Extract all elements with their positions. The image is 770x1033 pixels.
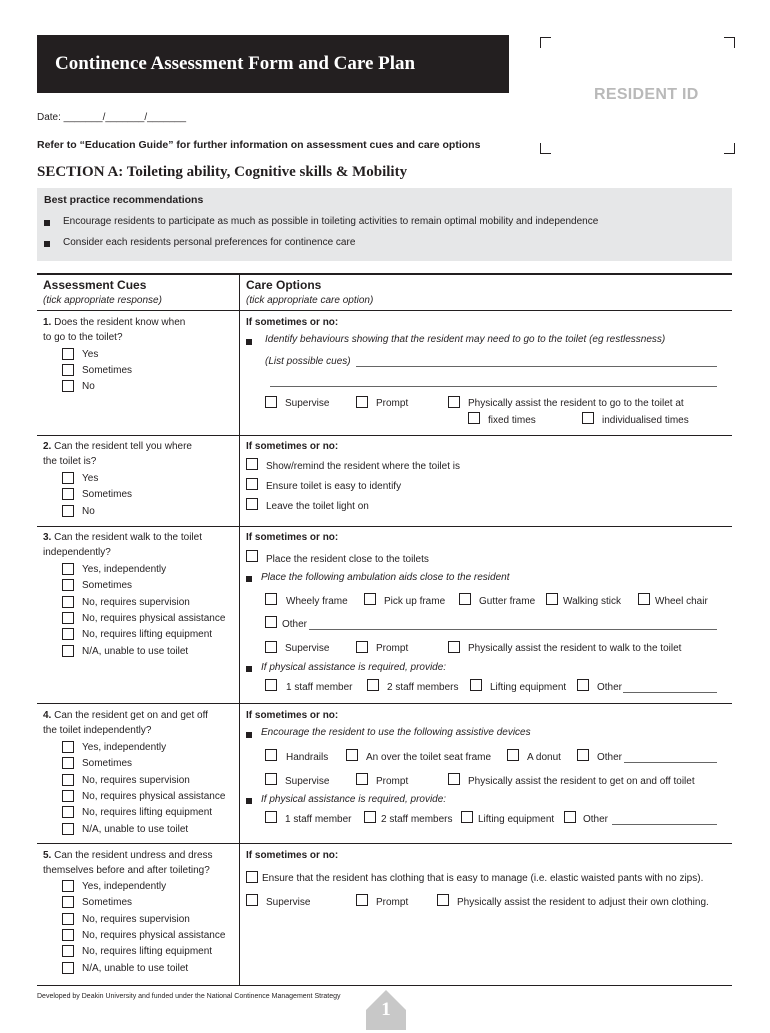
q3-option-checkbox[interactable] [62,579,74,591]
q2-light-checkbox[interactable] [246,498,258,510]
q5-option-checkbox[interactable] [62,962,74,974]
footer-text: Developed by Deakin University and funded under the National Continence Management Strategy [37,993,341,1000]
q4-donut-checkbox[interactable] [507,749,519,761]
question-3-text: 3. Can the resident walk to the toilet [43,532,202,543]
question-5-text: themselves before and after toileting? [43,865,210,876]
q4-supervise-checkbox[interactable] [265,773,277,785]
resident-id-label: RESIDENT ID [594,86,699,103]
q3-ambulation-text: Place the following ambulation aids close to the resident [261,572,510,583]
q4-encourage-text: Encourage the resident to use the following assistive devices [261,727,531,738]
title-banner [37,35,509,93]
q3-aid-checkbox[interactable] [459,593,471,605]
q3-supervise-label: Supervise [285,643,330,654]
q5-supervise-checkbox[interactable] [246,894,258,906]
q3-aid-checkbox[interactable] [638,593,650,605]
q3-aid-checkbox[interactable] [364,593,376,605]
best-practice-box [37,188,732,261]
q4-staff2-label: 2 staff members [381,814,453,825]
q5-option-label: Sometimes [82,897,133,908]
q2-option-label: Sometimes [82,489,133,500]
row-rule [37,435,732,436]
q1-fixed-times-checkbox[interactable] [468,412,480,424]
q1-cues-line[interactable] [356,366,717,367]
date-field[interactable]: Date: _______/_______/_______ [37,112,187,123]
assessment-cues-sub: (tick appropriate response) [43,295,162,306]
q1-list-cues-label: (List possible cues) [265,356,351,367]
q3-option-checkbox[interactable] [62,628,74,640]
q4-prompt-label: Prompt [376,776,409,787]
q5-option-label: N/A, unable to use toilet [82,963,189,974]
q3-option-checkbox[interactable] [62,645,74,657]
q4-other2-checkbox[interactable] [564,811,576,823]
q3-option-label: No, requires physical assistance [82,613,226,624]
q4-donut-label: A donut [527,752,561,763]
q3-aid-label: Pick up frame [384,596,446,607]
bullet-icon [246,666,252,672]
q4-lifting-label: Lifting equipment [478,814,555,825]
q3-other2-checkbox[interactable] [577,679,589,691]
q3-option-checkbox[interactable] [62,563,74,575]
q5-supervise-label: Supervise [266,897,311,908]
bullet-icon [246,576,252,582]
refer-note: Refer to “Education Guide” for further information on assessment cues and care options [37,139,481,151]
q2-easy-checkbox[interactable] [246,478,258,490]
bullet-icon [44,241,50,247]
q3-staff1-checkbox[interactable] [265,679,277,691]
q5-option-label: Yes, independently [82,881,167,892]
q3-other2-label: Other [597,682,623,693]
q1-cues-line[interactable] [270,386,717,387]
q4-other-label: Other [597,752,623,763]
q5-option-label: No, requires supervision [82,914,190,925]
q1-no-checkbox[interactable] [62,380,74,392]
q1-physically-label: Physically assist the resident to go to the toilet at [468,398,684,409]
q4-staff1-checkbox[interactable] [265,811,277,823]
q3-option-label: Yes, independently [82,564,167,575]
bullet-icon [44,220,50,226]
q4-staff2-checkbox[interactable] [364,811,376,823]
id-box-corner [724,37,735,48]
q4-other2-line[interactable] [612,824,717,825]
q3-aid-label: Wheel chair [655,596,708,607]
q2-care-label: Ensure toilet is easy to identify [266,481,402,492]
q3-if-physical-text: If physical assistance is required, provide: [261,662,447,673]
q4-prompt-checkbox[interactable] [356,773,368,785]
q1-physically-checkbox[interactable] [448,396,460,408]
q4-option-checkbox[interactable] [62,806,74,818]
q3-option-label: No, requires lifting equipment [82,629,213,640]
question-5-text: 5. Can the resident undress and dress [43,850,213,861]
q1-option-label: No [82,381,95,392]
section-a-title: SECTION A: Toileting ability, Cognitive skills & Mobility [37,164,408,180]
q3-supervise-checkbox[interactable] [265,641,277,653]
q4-option-label: N/A, unable to use toilet [82,824,189,835]
q3-if-label: If sometimes or no: [246,532,339,543]
q5-clothing-checkbox[interactable] [246,871,258,883]
q3-option-checkbox[interactable] [62,612,74,624]
q3-prompt-checkbox[interactable] [356,641,368,653]
table-bottom-rule [37,985,732,986]
id-box-corner [540,37,551,48]
q4-option-label: No, requires lifting equipment [82,807,213,818]
q4-option-label: Sometimes [82,758,133,769]
row-rule [37,526,732,527]
q4-option-label: Yes, independently [82,742,167,753]
q5-prompt-label: Prompt [376,897,409,908]
q1-sometimes-checkbox[interactable] [62,364,74,376]
q5-physically-checkbox[interactable] [437,894,449,906]
q1-option-label: Yes [82,349,99,360]
question-1-text: to go to the toilet? [43,332,123,343]
q4-option-checkbox[interactable] [62,790,74,802]
q4-option-checkbox[interactable] [62,823,74,835]
q3-aid-checkbox[interactable] [546,593,558,605]
q5-option-checkbox[interactable] [62,913,74,925]
q4-if-label: If sometimes or no: [246,710,339,721]
q3-option-label: Sometimes [82,580,133,591]
q5-option-label: No, requires physical assistance [82,930,226,941]
q3-prompt-label: Prompt [376,643,409,654]
q4-other-line[interactable] [624,762,717,763]
q5-option-checkbox[interactable] [62,896,74,908]
page-number: 1 [381,999,391,1020]
q3-lifting-checkbox[interactable] [470,679,482,691]
q4-option-label: No, requires supervision [82,775,190,786]
question-1-text: 1. Does the resident know when [43,317,186,328]
q4-option-checkbox[interactable] [62,741,74,753]
q2-care-label: Leave the toilet light on [266,501,369,512]
q3-staff2-label: 2 staff members [387,682,459,693]
assessment-cues-heading: Assessment Cues [43,278,147,292]
q1-supervise-label: Supervise [285,398,330,409]
care-options-sub: (tick appropriate care option) [246,295,374,306]
id-box-corner [540,143,551,154]
id-box-corner [724,143,735,154]
q2-option-label: No [82,506,95,517]
page-number-badge [366,990,406,1030]
q2-care-label: Show/remind the resident where the toilet is [266,461,460,472]
q4-option-label: No, requires physical assistance [82,791,226,802]
question-2-text: the toilet is? [43,456,97,467]
q4-supervise-label: Supervise [285,776,330,787]
q3-other-checkbox[interactable] [265,616,277,628]
q2-sometimes-checkbox[interactable] [62,488,74,500]
q1-supervise-checkbox[interactable] [265,396,277,408]
q4-over-seat-label: An over the toilet seat frame [366,752,492,763]
q4-if-physical-text: If physical assistance is required, provide: [261,794,447,805]
row-rule [37,843,732,844]
q3-physically-checkbox[interactable] [448,641,460,653]
q2-show-checkbox[interactable] [246,458,258,470]
question-3-text: independently? [43,547,111,558]
q3-aid-label: Wheely frame [286,596,348,607]
q3-option-label: N/A, unable to use toilet [82,646,189,657]
q5-option-checkbox[interactable] [62,929,74,941]
form-title: Continence Assessment Form and Care Plan [55,53,416,74]
q4-handrails-label: Handrails [286,752,329,763]
q3-place-close-checkbox[interactable] [246,550,258,562]
q2-option-label: Yes [82,473,99,484]
question-2-text: 2. Can the resident tell you where [43,441,192,452]
q5-prompt-checkbox[interactable] [356,894,368,906]
q5-clothing-label: Ensure that the resident has clothing that is easy to manage (i.e. elastic waisted pants with no zips). [262,873,704,884]
q1-individualised-checkbox[interactable] [582,412,594,424]
question-4-text: the toilet independently? [43,725,152,736]
q3-staff1-label: 1 staff member [286,682,353,693]
q1-prompt-checkbox[interactable] [356,396,368,408]
q1-if-label: If sometimes or no: [246,317,339,328]
q3-place-close-label: Place the resident close to the toilets [266,554,429,565]
row-rule [37,703,732,704]
best-practice-item: Consider each residents personal preferences for continence care [63,237,356,248]
q4-lifting-checkbox[interactable] [461,811,473,823]
q1-identify-text: Identify behaviours showing that the resident may need to go to the toilet (eg restlessness) [265,334,666,345]
bullet-icon [246,339,252,345]
q4-over-seat-checkbox[interactable] [346,749,358,761]
q4-option-checkbox[interactable] [62,757,74,769]
question-4-text: 4. Can the resident get on and get off [43,710,208,721]
q3-staff2-checkbox[interactable] [367,679,379,691]
q3-option-label: No, requires supervision [82,597,190,608]
q3-physically-label: Physically assist the resident to walk to the toilet [468,643,682,654]
q4-option-checkbox[interactable] [62,774,74,786]
q4-physically-label: Physically assist the resident to get on and off toilet [468,776,695,787]
q3-option-checkbox[interactable] [62,596,74,608]
q2-yes-checkbox[interactable] [62,472,74,484]
q4-other2-label: Other [583,814,609,825]
q2-no-checkbox[interactable] [62,505,74,517]
q4-other-checkbox[interactable] [577,749,589,761]
care-options-heading: Care Options [246,278,322,292]
q3-aid-label: Walking stick [563,596,621,607]
bullet-icon [246,798,252,804]
q4-handrails-checkbox[interactable] [265,749,277,761]
q3-lifting-label: Lifting equipment [490,682,567,693]
q2-if-label: If sometimes or no: [246,441,339,452]
q1-yes-checkbox[interactable] [62,348,74,360]
q3-other-line[interactable] [309,629,717,630]
best-practice-item: Encourage residents to participate as much as possible in toileting activities to remain optimal mobility and independence [63,216,599,227]
column-divider [239,273,240,985]
q1-option-label: Sometimes [82,365,133,376]
best-practice-heading: Best practice recommendations [44,194,204,206]
bullet-icon [246,732,252,738]
q3-other-label: Other [282,619,308,630]
q4-physically-checkbox[interactable] [448,773,460,785]
q3-aid-checkbox[interactable] [265,593,277,605]
q3-aid-label: Gutter frame [479,596,536,607]
q5-option-checkbox[interactable] [62,880,74,892]
q1-prompt-label: Prompt [376,398,409,409]
q5-option-checkbox[interactable] [62,945,74,957]
q4-staff1-label: 1 staff member [285,814,352,825]
q5-option-label: No, requires lifting equipment [82,946,213,957]
row-rule [37,310,732,311]
q3-other2-line[interactable] [623,692,717,693]
table-top-rule [37,273,732,275]
q5-physically-label: Physically assist the resident to adjust their own clothing. [457,897,709,908]
q1-fixed-times-label: fixed times [488,415,536,426]
q5-if-label: If sometimes or no: [246,850,339,861]
q1-individualised-label: individualised times [602,415,689,426]
